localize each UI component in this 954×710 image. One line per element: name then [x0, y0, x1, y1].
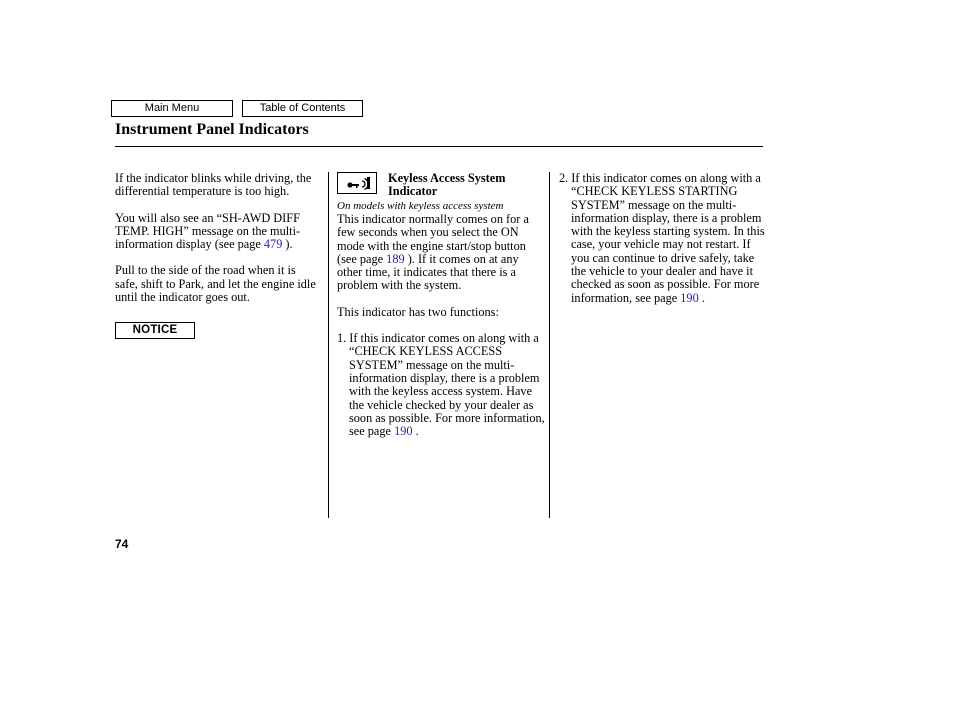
list-item-1-text: 1. If this indicator comes on along with a “CHECK KEYLESS ACCESS SYSTEM” message on the multi-information display, there is a problem with the keyless access system. Have the vehicle checked by your dealer as soon as possible. For more information, see page	[337, 331, 545, 439]
page-link-190-b[interactable]: 190	[680, 290, 699, 305]
column-left	[115, 172, 320, 339]
list-item-1	[337, 332, 545, 438]
list-item-1-end: .	[415, 424, 419, 439]
paragraph-blinks: If the indicator blinks while driving, the differential temperature is too high.	[115, 171, 312, 199]
title-divider	[115, 146, 763, 147]
list-item-2-end: .	[701, 290, 705, 305]
column-divider-left	[328, 172, 329, 518]
keyless-subtitle: On models with keyless access system	[337, 200, 504, 212]
table-of-contents-button[interactable]: Table of Contents	[242, 100, 363, 117]
column-middle	[337, 172, 545, 438]
main-menu-button[interactable]: Main Menu	[111, 100, 233, 117]
list-item-2-text: 2. If this indicator comes on along with a “CHECK KEYLESS STARTING SYSTEM” message on the multi-information display, there is a problem with the keyless starting system. In this case, your vehicle may not restart. If you can continue to drive safely, take the vehicle to your dealer and have it checked as soon as possible. For more information, see page	[559, 171, 765, 305]
page-title: Instrument Panel Indicators	[115, 121, 309, 138]
page-link-189[interactable]: 189	[386, 251, 405, 266]
page-link-190-a[interactable]: 190	[394, 424, 413, 439]
paragraph-two-functions: This indicator has two functions:	[337, 304, 499, 319]
column-divider-right	[549, 172, 550, 518]
keyless-header	[337, 172, 545, 196]
page-number: 74	[115, 537, 129, 551]
keyless-title: Keyless Access System Indicator	[388, 171, 506, 198]
page-link-479[interactable]: 479	[263, 237, 283, 252]
key-signal-icon	[337, 172, 377, 194]
paragraph-diff-temp	[115, 212, 320, 252]
paragraph-keyless-normal-end: ). If it comes on at any other time, it indicates that there is a problem with the system.	[337, 251, 519, 293]
paragraph-pull-over: Pull to the side of the road when it is safe, shift to Park, and let the engine idle until the indicator goes out.	[115, 263, 316, 305]
paragraph-keyless-normal-text: This indicator normally comes on for a few seconds when you select the ON mode with the engine start/stop button (see page	[337, 212, 529, 266]
paragraph-diff-temp-end: ).	[285, 237, 293, 252]
paragraph-diff-temp-text: You will also see an “SH-AWD DIFF TEMP. HIGH” message on the multi-information display (see page	[115, 210, 301, 252]
paragraph-keyless-normal	[337, 213, 545, 293]
notice-badge: NOTICE	[115, 322, 195, 339]
column-right	[559, 172, 769, 305]
list-item-2	[559, 172, 769, 305]
